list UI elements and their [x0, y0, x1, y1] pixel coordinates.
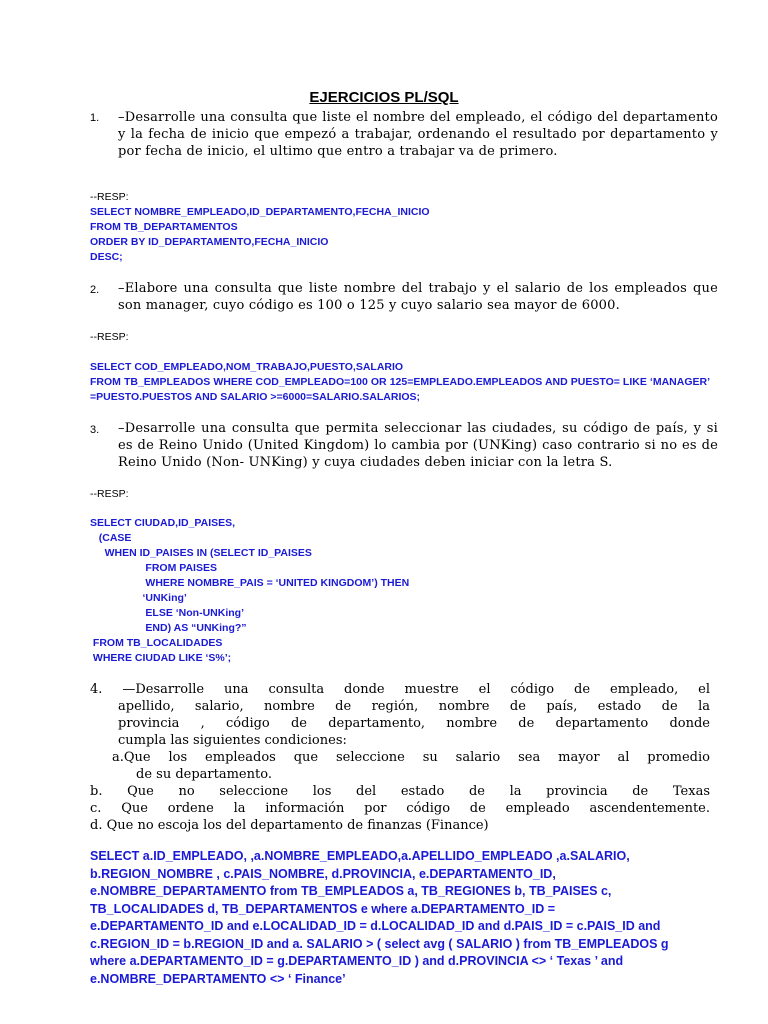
question-4-line: 4. —Desarrolle una consulta donde muestre el código de empleado, el — [90, 682, 710, 697]
question-1-resp-label: --RESP: — [90, 191, 129, 203]
question-4-condition-d: d. Que no escoja los del departamento de finanzas (Finance) — [90, 818, 489, 833]
question-1-sql: SELECT NOMBRE_EMPLEADO,ID_DEPARTAMENTO,FECHA_INICIO FROM TB_DEPARTAMENTOS ORDER BY ID_DEPARTAMENTO,FECHA_INICIO DESC; — [90, 206, 430, 263]
question-4-line: provincia , código de departamento, nombre de departamento donde — [118, 716, 710, 731]
question-4-sql: SELECT a.ID_EMPLEADO, ,a.NOMBRE_EMPLEADO,a.APELLIDO_EMPLEADO ,a.SALARIO, b.REGION_NOMBRE , c.PAIS_NOMBRE, d.PROVINCIA, e.DEPARTAMENTO_ID, e.NOMBRE_DEPARTAMENTO from TB_EMPLEADOS a, TB_REGIONES b, TB_PAISES c, TB_LOCALIDADES d, TB_DEPARTAMENTOS e where a.DEPARTAMENTO_ID = e.DEPARTAMENTO_ID and e.LOCALIDAD_ID = d.LOCALIDAD_ID and d.PAIS_ID = c.PAIS_ID and c.REGION_ID = b.REGION_ID and a. SALARIO > ( select avg ( SALARIO ) from TB_EMPLEADOS g where a.DEPARTAMENTO_ID = g.DEPARTAMENTO_ID ) and d.PROVINCIA <> ‘ Texas ’ and e.NOMBRE_DEPARTAMENTO <> ‘ Finance’ — [90, 849, 669, 986]
document-title: EJERCICIOS PL/SQL — [309, 89, 459, 106]
question-3-resp-label: --RESP: — [90, 488, 129, 500]
question-2-resp-label: --RESP: — [90, 331, 129, 343]
question-4-condition-b: b. Que no seleccione los del estado de la provincia de Texas — [90, 784, 710, 799]
question-3-text: –Desarrolle una consulta que permita seleccionar las ciudades, su código de país, y si es de Reino Unido (United Kingdom) lo cambia por (UNKing) caso contrario si no es de Reino Unido (Non- UNKing) y cuya ciudades deben iniciar con la letra S. — [118, 421, 718, 470]
question-2-sql-select: SELECT COD_EMPLEADO,NOM_TRABAJO,PUESTO,SALARIO — [90, 361, 404, 373]
question-4-line: de su departamento. — [136, 767, 272, 782]
question-2-text: –Elabore una consulta que liste nombre del trabajo y el salario de los empleados que son manager, cuyo código es 100 o 125 y cuyo salario sea mayor de 6000. — [118, 281, 718, 313]
question-4-text — [90, 681, 710, 834]
question-1-number: 1. — [90, 112, 100, 124]
question-4-condition-c: c. Que ordene la información por código de empleado ascendentemente. — [90, 801, 710, 816]
question-4-line: apellido, salario, nombre de región, nombre de país, estado de la — [118, 699, 710, 714]
question-4-condition-a: a.Que los empleados que seleccione su salario sea mayor al promedio — [112, 750, 710, 765]
question-3-sql: SELECT CIUDAD,ID_PAISES, (CASE WHEN ID_PAISES IN (SELECT ID_PAISES FROM PAISES WHERE NOMBRE_PAIS = ‘UNITED KINGDOM’) THEN ‘UNKing’ ELSE ‘Non-UNKing’ END) AS “UNKing?” FROM TB_LOCALIDADES WHERE CIUDAD LIKE ‘S%’; — [90, 517, 410, 664]
question-2-number: 2. — [90, 284, 100, 296]
question-3-number: 3. — [90, 424, 100, 436]
question-1-text: –Desarrolle una consulta que liste el nombre del empleado, el código del departamento y la fecha de inicio que empezó a trabajar, ordenando el resultado por departamento y por fecha de inicio, el ultimo que entro a trabajar va de primero. — [118, 110, 718, 159]
question-2-sql-body: FROM TB_EMPLEADOS WHERE COD_EMPLEADO=100 OR 125=EMPLEADO.EMPLEADOS AND PUESTO= LIKE ‘MANAGER’ =PUESTO.PUESTOS AND SALARIO >=6000=SALARIO.SALARIOS; — [90, 376, 710, 403]
question-4-line: cumpla las siguientes condiciones: — [118, 733, 347, 748]
